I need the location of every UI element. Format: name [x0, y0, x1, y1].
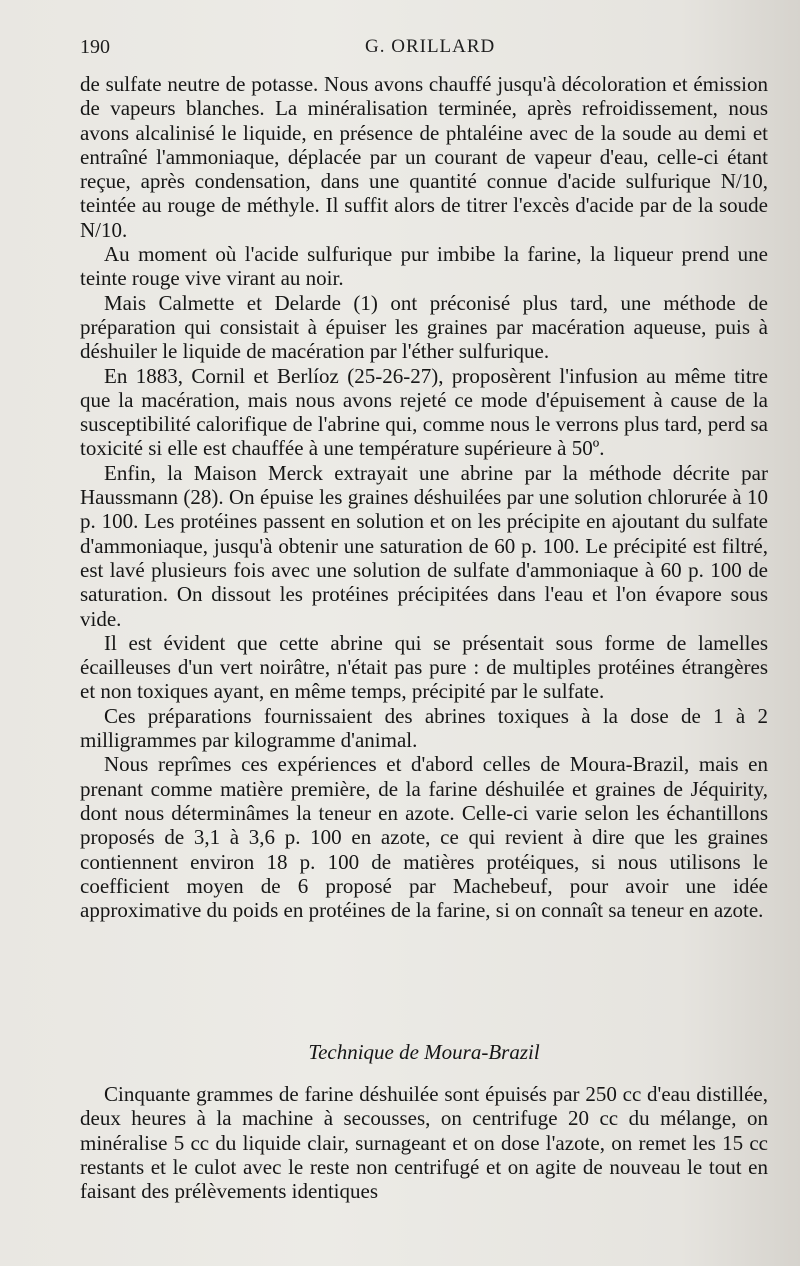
section-body-text — [80, 1082, 768, 1203]
paragraph: Au moment où l'acide sulfurique pur imbibe la farine, la liqueur prend une teinte rouge vive virant au noir. — [80, 242, 768, 291]
running-head: G. ORILLARD — [365, 36, 496, 57]
paragraph: Nous reprîmes ces expériences et d'abord celles de Moura-Brazil, mais en prenant comme matière première, de la farine déshuilée et graines de Jéquirity, dont nous déterminâmes la teneur en azote. Celle-ci varie selon les échantillons proposés de 3,1 à 3,6 p. 100 en azote, ce qui revient à dire que les graines contiennent environ 18 p. 100 de matières protéiques, si nous utilisons le coefficient moyen de 6 proposé par Machebeuf, pour avoir une idée approximative du poids en protéines de la farine, si on connaît sa teneur en azote. — [80, 752, 768, 923]
page-header — [80, 32, 770, 62]
paragraph: En 1883, Cornil et Berlíoz (25-26-27), proposèrent l'infusion au même titre que la macération, mais nous avons rejeté ce mode d'épuisement à cause de la susceptibilité calorifique de l'abrine qui, comme nous le verrons plus tard, perd sa toxicité si elle est chauffée à une température supérieure à 50º. — [80, 363, 768, 461]
body-text — [80, 72, 768, 922]
paragraph: Enfin, la Maison Merck extrayait une abrine par la méthode décrite par Haussmann (28). On épuise les graines déshuilées par une solution chlorurée à 10 p. 100. Les protéines passent en solution et on les précipite en ajoutant du sulfate d'ammoniaque, jusqu'à obtenir une saturation de 60 p. 100. Le précipité est filtré, est lavé plusieurs fois avec une solution de sulfate d'ammoniaque à 60 p. 100 de saturation. On dissout les protéines précipitées dans l'eau et l'on évapore sous vide. — [80, 460, 768, 631]
paragraph: Cinquante grammes de farine déshuilée sont épuisés par 250 cc d'eau distillée, deux heures à la machine à secousses, on centrifuge 20 cc du mélange, on minéralise 5 cc du liquide clair, surnageant et on dose l'azote, on remet les 15 cc restants et le culot avec le reste non centrifugé et on agite de nouveau le tout en faisant des prélèvements identiques — [80, 1082, 768, 1204]
section-heading: Technique de Moura-Brazil — [308, 1040, 540, 1064]
paragraph: Mais Calmette et Delarde (1) ont préconisé plus tard, une méthode de préparation qui consistait à épuiser les graines par macération aqueuse, puis à déshuiler le liquide de macération par l'éther sulfurique. — [80, 290, 768, 364]
paragraph: de sulfate neutre de potasse. Nous avons chauffé jusqu'à décoloration et émission de vapeurs blanches. La minéralisation terminée, après refroidissement, nous avons alcalinisé le liquide, en présence de phtaléine avec de la soude au demi et entraîné l'ammoniaque, déplacée par un courant de vapeur d'eau, celle-ci étant reçue, après condensation, dans une quantité connue d'acide sulfurique N/10, teintée au rouge de méthyle. Il suffit alors de titrer l'excès d'acide par de la soude N/10. — [80, 72, 768, 242]
paragraph: Ces préparations fournissaient des abrines toxiques à la dose de 1 à 2 milligrammes par kilogramme d'animal. — [80, 703, 768, 753]
paragraph: Il est évident que cette abrine qui se présentait sous forme de lamelles écailleuses d'un vert noirâtre, n'était pas pure : de multiples protéines étrangères et non toxiques ayant, en même temps, précipité par le sulfate. — [80, 630, 768, 704]
page-number: 190 — [80, 36, 110, 58]
